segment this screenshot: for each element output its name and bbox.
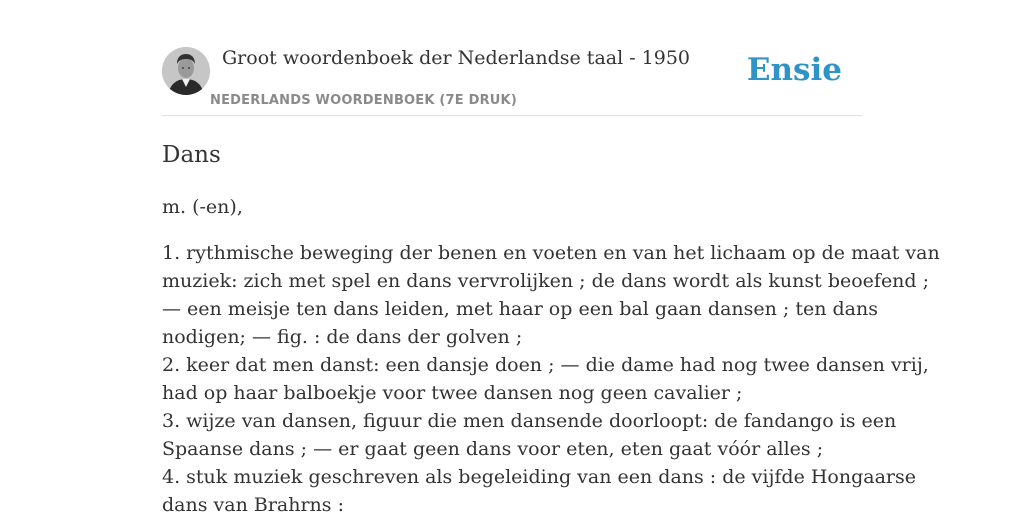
author-portrait-image <box>162 47 210 95</box>
source-header <box>162 0 862 116</box>
entry-grammar: m. (-en), <box>162 196 243 218</box>
content-container <box>162 0 940 512</box>
definition-line: 1. rythmische beweging der benen en voeten en van het lichaam op de maat van <box>162 242 940 264</box>
author-avatar[interactable] <box>162 47 210 95</box>
definition-line: Spaanse dans ; — er gaat geen dans voor eten, eten gaat vóór alles ; <box>162 438 824 460</box>
definition-line: had op haar balboekje voor twee dansen nog geen cavalier ; <box>162 382 743 404</box>
definition-line: dans van Brahrns : <box>162 494 344 512</box>
definition-line: — een meisje ten dans leiden, met haar op een bal gaan dansen ; ten dans <box>162 298 878 320</box>
ensie-logo-link[interactable]: Ensie <box>746 52 842 88</box>
definition-line: nodigen; — fig. : de dans der golven ; <box>162 326 523 348</box>
entry-headword: Dans <box>162 142 221 168</box>
definition-line: muziek: zich met spel en dans vervrolijken ; de dans wordt als kunst beoefend ; <box>162 270 930 292</box>
definition-line: 2. keer dat men danst: een dansje doen ; — die dame had nog twee dansen vrij, <box>162 354 929 376</box>
source-title[interactable]: Groot woordenboek der Nederlandse taal - 1950 <box>222 47 691 69</box>
definition-line: 3. wijze van dansen, figuur die men dansende doorloopt: de fandango is een <box>162 410 897 432</box>
definition-line: 4. stuk muziek geschreven als begeleiding van een dans : de vijfde Hongaarse <box>162 466 917 488</box>
source-subtitle[interactable]: NEDERLANDS WOORDENBOEK (7E DRUK) <box>210 93 517 108</box>
entry-definitions <box>162 239 940 512</box>
